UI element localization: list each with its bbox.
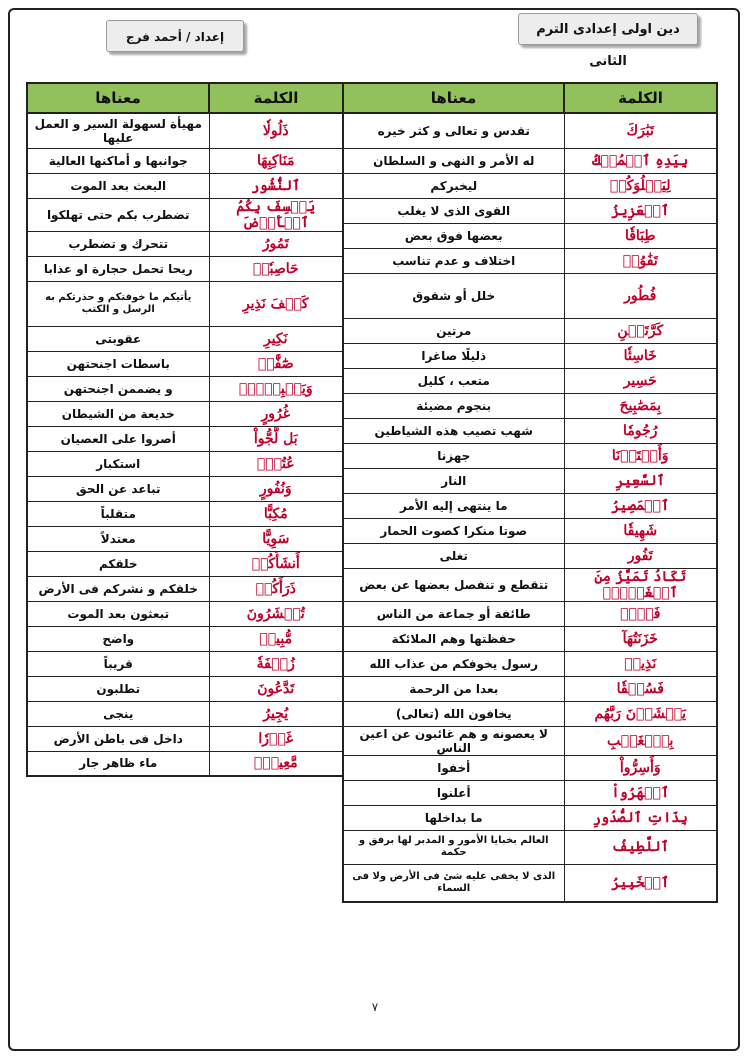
col-word-header: الكلمة (209, 83, 343, 113)
table-row (343, 368, 717, 393)
table-row (343, 830, 717, 864)
vocab-meaning: واضح (27, 626, 209, 651)
vocab-meaning: ذليلًا صاغرا (343, 343, 564, 368)
vocab-word: لِيَبۡلُوَكُمۡ (564, 173, 717, 198)
vocab-meaning: طائفة أو جماعة من الناس (343, 601, 564, 626)
vocab-meaning: بنجوم مضيئة (343, 393, 564, 418)
vocab-meaning: باسطات اجنحتهن (27, 351, 209, 376)
vocab-word: ٱللَّطِيفُ (564, 830, 717, 864)
table-row (27, 113, 343, 148)
vocab-meaning: لا يعصونه و هم غائبون عن اعين الناس (343, 726, 564, 755)
vocab-word: خَزَنَتُهَآ (564, 626, 717, 651)
table-row (343, 543, 717, 568)
vocab-meaning: صوتا منكرا كصوت الحمار (343, 518, 564, 543)
vocab-meaning: جوانبها و أماكنها العالية (27, 148, 209, 173)
vocab-meaning: أخفوا (343, 755, 564, 780)
vocab-word: بِٱلۡغَيۡبِ (564, 726, 717, 755)
vocab-meaning: الذى لا يخفى عليه شئ فى الأرض ولا فى السماء (343, 864, 564, 902)
vocab-word: تَبَٰرَكَ (564, 113, 717, 148)
vocab-meaning: ينجى (27, 701, 209, 726)
vocab-meaning: داخل فى باطن الأرض (27, 726, 209, 751)
table-row (343, 393, 717, 418)
vocab-meaning: خلقكم و نشركم فى الأرض (27, 576, 209, 601)
table-row (27, 281, 343, 326)
vocab-meaning: متعب ، كليل (343, 368, 564, 393)
vocab-word: مُّبِينٞ (209, 626, 343, 651)
vocab-meaning: عقوبتى (27, 326, 209, 351)
vocab-word: تَمُورُ (209, 231, 343, 256)
vocab-meaning: القوى الذى لا يغلب (343, 198, 564, 223)
table-row (27, 198, 343, 231)
table-row (27, 576, 343, 601)
vocab-meaning: معتدلاً (27, 526, 209, 551)
col-meaning-header: معناها (343, 83, 564, 113)
vocab-word: تَدَّعُونَ (209, 676, 343, 701)
vocab-meaning: رسول يخوفكم من عذاب الله (343, 651, 564, 676)
table-row (343, 626, 717, 651)
vocab-word: مُكِبًّا (209, 501, 343, 526)
table-row (27, 501, 343, 526)
vocab-meaning: خلقكم (27, 551, 209, 576)
vocab-word: يُجِيرُ (209, 701, 343, 726)
vocab-word: خَاسِئٗا (564, 343, 717, 368)
table-row (343, 148, 717, 173)
table-row (343, 173, 717, 198)
vocab-meaning: ليخبركم (343, 173, 564, 198)
vocab-word: ٱلۡعَزِيزُ (564, 198, 717, 223)
table-header-row (27, 83, 343, 113)
vocab-table-right (342, 82, 718, 903)
table-row (27, 526, 343, 551)
table-row (27, 231, 343, 256)
vocab-word: فَوۡجٞ (564, 601, 717, 626)
table-row (343, 701, 717, 726)
vocab-meaning: أعلنوا (343, 780, 564, 805)
vocab-word: يَخۡسِفَ بِكُمُ ٱلۡأَرۡضَ (209, 198, 343, 231)
table-row (343, 493, 717, 518)
vocab-word: ذَرَأَكُمۡ (209, 576, 343, 601)
vocab-word: بِذَاتِ ٱلصُّدُورِ (564, 805, 717, 830)
vocab-word: شَهِيقٗا (564, 518, 717, 543)
table-row (343, 676, 717, 701)
vocab-word: وَنُفُورٍ (209, 476, 343, 501)
vocab-meaning: أصروا على العصيان (27, 426, 209, 451)
vocab-meaning: اختلاف و عدم تناسب (343, 248, 564, 273)
vocab-meaning: له الأمر و النهى و السلطان (343, 148, 564, 173)
vocab-word: تَفَٰوُتٖ (564, 248, 717, 273)
table-row (343, 755, 717, 780)
table-row (343, 726, 717, 755)
vocab-meaning: النار (343, 468, 564, 493)
vocab-word: ٱلسَّعِيرِ (564, 468, 717, 493)
table-row (343, 418, 717, 443)
table-row (343, 273, 717, 318)
table-row (343, 343, 717, 368)
vocab-meaning: قريباً (27, 651, 209, 676)
vocab-word: نَذِيرٞ (564, 651, 717, 676)
vocab-table-left (26, 82, 344, 777)
vocab-word: زُلۡفَةٗ (209, 651, 343, 676)
vocab-word: ٱلۡخَبِيرُ (564, 864, 717, 902)
vocab-word: كَيۡفَ نَذِيرِ (209, 281, 343, 326)
vocab-word: تَفُور (564, 543, 717, 568)
vocab-meaning: و يضممن اجنحتهن (27, 376, 209, 401)
vocab-meaning: تضطرب بكم حتى تهلكوا (27, 198, 209, 231)
table-row (27, 173, 343, 198)
table-row (343, 601, 717, 626)
vocab-word: مَنَاكِبِهَا (209, 148, 343, 173)
table-row (27, 751, 343, 776)
vocab-word: كَرَّتَيۡنِ (564, 318, 717, 343)
vocab-word: حَاصِبٗاۖ (209, 256, 343, 281)
vocab-meaning: تبعثون بعد الموت (27, 601, 209, 626)
vocab-meaning: متقلباً (27, 501, 209, 526)
vocab-meaning: تتقطع و تنفصل بعضها عن بعض (343, 568, 564, 601)
vocab-word: حَسِير (564, 368, 717, 393)
vocab-meaning: بعدا من الرحمة (343, 676, 564, 701)
vocab-word: وَيَقۡبِضۡنَۚ (209, 376, 343, 401)
vocab-word: سَوِيًّا (209, 526, 343, 551)
vocab-meaning: تقدس و تعالى و كثر خيره (343, 113, 564, 148)
vocab-meaning: مهيأة لسهولة السير و العمل عليها (27, 113, 209, 148)
vocab-word: وَأَعۡتَدۡنَا (564, 443, 717, 468)
table-row (27, 551, 343, 576)
vocab-meaning: ماء ظاهر جار (27, 751, 209, 776)
vocab-meaning: شهب تصيب هذه الشياطين (343, 418, 564, 443)
table-row (343, 805, 717, 830)
table-row (343, 248, 717, 273)
vocab-word: غَوۡرٗا (209, 726, 343, 751)
table-row (343, 651, 717, 676)
vocab-meaning: خديعة من الشيطان (27, 401, 209, 426)
table-row (343, 864, 717, 902)
vocab-meaning: يخافون الله (تعالى) (343, 701, 564, 726)
table-row (27, 376, 343, 401)
vocab-meaning: جهزنا (343, 443, 564, 468)
vocab-meaning: مرتين (343, 318, 564, 343)
vocab-word: مَّعِينِۭ (209, 751, 343, 776)
table-row (27, 326, 343, 351)
vocab-word: ٱلنُّشُور (209, 173, 343, 198)
vocab-meaning: ما بداخلها (343, 805, 564, 830)
vocab-word: فُطُور (564, 273, 717, 318)
table-row (27, 626, 343, 651)
vocab-meaning: تطلبون (27, 676, 209, 701)
author-label: إعداد / أحمد فرج (106, 20, 244, 52)
vocab-word: ٱلۡمَصِيرُ (564, 493, 717, 518)
table-header-row (343, 83, 717, 113)
vocab-meaning: استكبار (27, 451, 209, 476)
vocab-meaning: يأتيكم ما خوفتكم و حذرتكم به الرسل و الكتب (27, 281, 209, 326)
vocab-meaning: العالم بخبايا الأمور و المدبر لها برفق و حكمة (343, 830, 564, 864)
vocab-word: فَسُحۡقٗا (564, 676, 717, 701)
table-row (27, 651, 343, 676)
vocab-word: يَخۡشَوۡنَ رَبَّهُم (564, 701, 717, 726)
vocab-word: عُتُوّٖ (209, 451, 343, 476)
table-row (27, 426, 343, 451)
table-row (343, 443, 717, 468)
table-row (27, 148, 343, 173)
vocab-word: تُحۡشَرُونَ (209, 601, 343, 626)
table-row (343, 318, 717, 343)
vocab-word: بَل لَّجُّواْ (209, 426, 343, 451)
table-row (27, 351, 343, 376)
table-row (27, 401, 343, 426)
table-row (27, 451, 343, 476)
vocab-word: رُجُومٗا (564, 418, 717, 443)
vocab-word: بِمَصَٰبِيحَ (564, 393, 717, 418)
table-row (27, 476, 343, 501)
vocab-word: ٱجۡهَرُواْ (564, 780, 717, 805)
table-row (343, 223, 717, 248)
vocab-word: طِبَاقٗا (564, 223, 717, 248)
vocab-meaning: خلل أو شقوق (343, 273, 564, 318)
vocab-meaning: تتحرك و تضطرب (27, 231, 209, 256)
table-row (27, 701, 343, 726)
table-row (27, 601, 343, 626)
vocab-word: نَكِيرِ (209, 326, 343, 351)
table-row (343, 113, 717, 148)
col-word-header: الكلمة (564, 83, 717, 113)
vocab-word: تَكَادُ تَمَيَّزُ مِنَ ٱلۡغَيۡظِۖ (564, 568, 717, 601)
vocab-meaning: ريحا تحمل حجارة او عذابا (27, 256, 209, 281)
vocab-word: صَٰٓفَّٰتٖ (209, 351, 343, 376)
table-row (343, 780, 717, 805)
vocab-meaning: تباعد عن الحق (27, 476, 209, 501)
vocab-word: أَنشَأَكُمۡ (209, 551, 343, 576)
table-row (343, 518, 717, 543)
col-meaning-header: معناها (27, 83, 209, 113)
vocab-word: ذَلُولٗا (209, 113, 343, 148)
table-row (343, 568, 717, 601)
subject-title: دين اولى إعدادى الترم الثانى (518, 13, 698, 45)
vocab-meaning: البعث بعد الموت (27, 173, 209, 198)
table-row (27, 726, 343, 751)
vocab-meaning: بعضها فوق بعض (343, 223, 564, 248)
vocab-meaning: تغلى (343, 543, 564, 568)
table-row (343, 198, 717, 223)
page-number: ٧ (371, 1000, 379, 1014)
vocab-meaning: ما ينتهى إليه الأمر (343, 493, 564, 518)
vocab-meaning: حفظتها وهم الملائكة (343, 626, 564, 651)
vocab-word: بِيَدِهِ ٱلۡمُلۡكُ (564, 148, 717, 173)
table-row (27, 256, 343, 281)
vocab-word: وَأَسِرُّواْ (564, 755, 717, 780)
table-row (27, 676, 343, 701)
vocab-word: غُرُورٍ (209, 401, 343, 426)
table-row (343, 468, 717, 493)
